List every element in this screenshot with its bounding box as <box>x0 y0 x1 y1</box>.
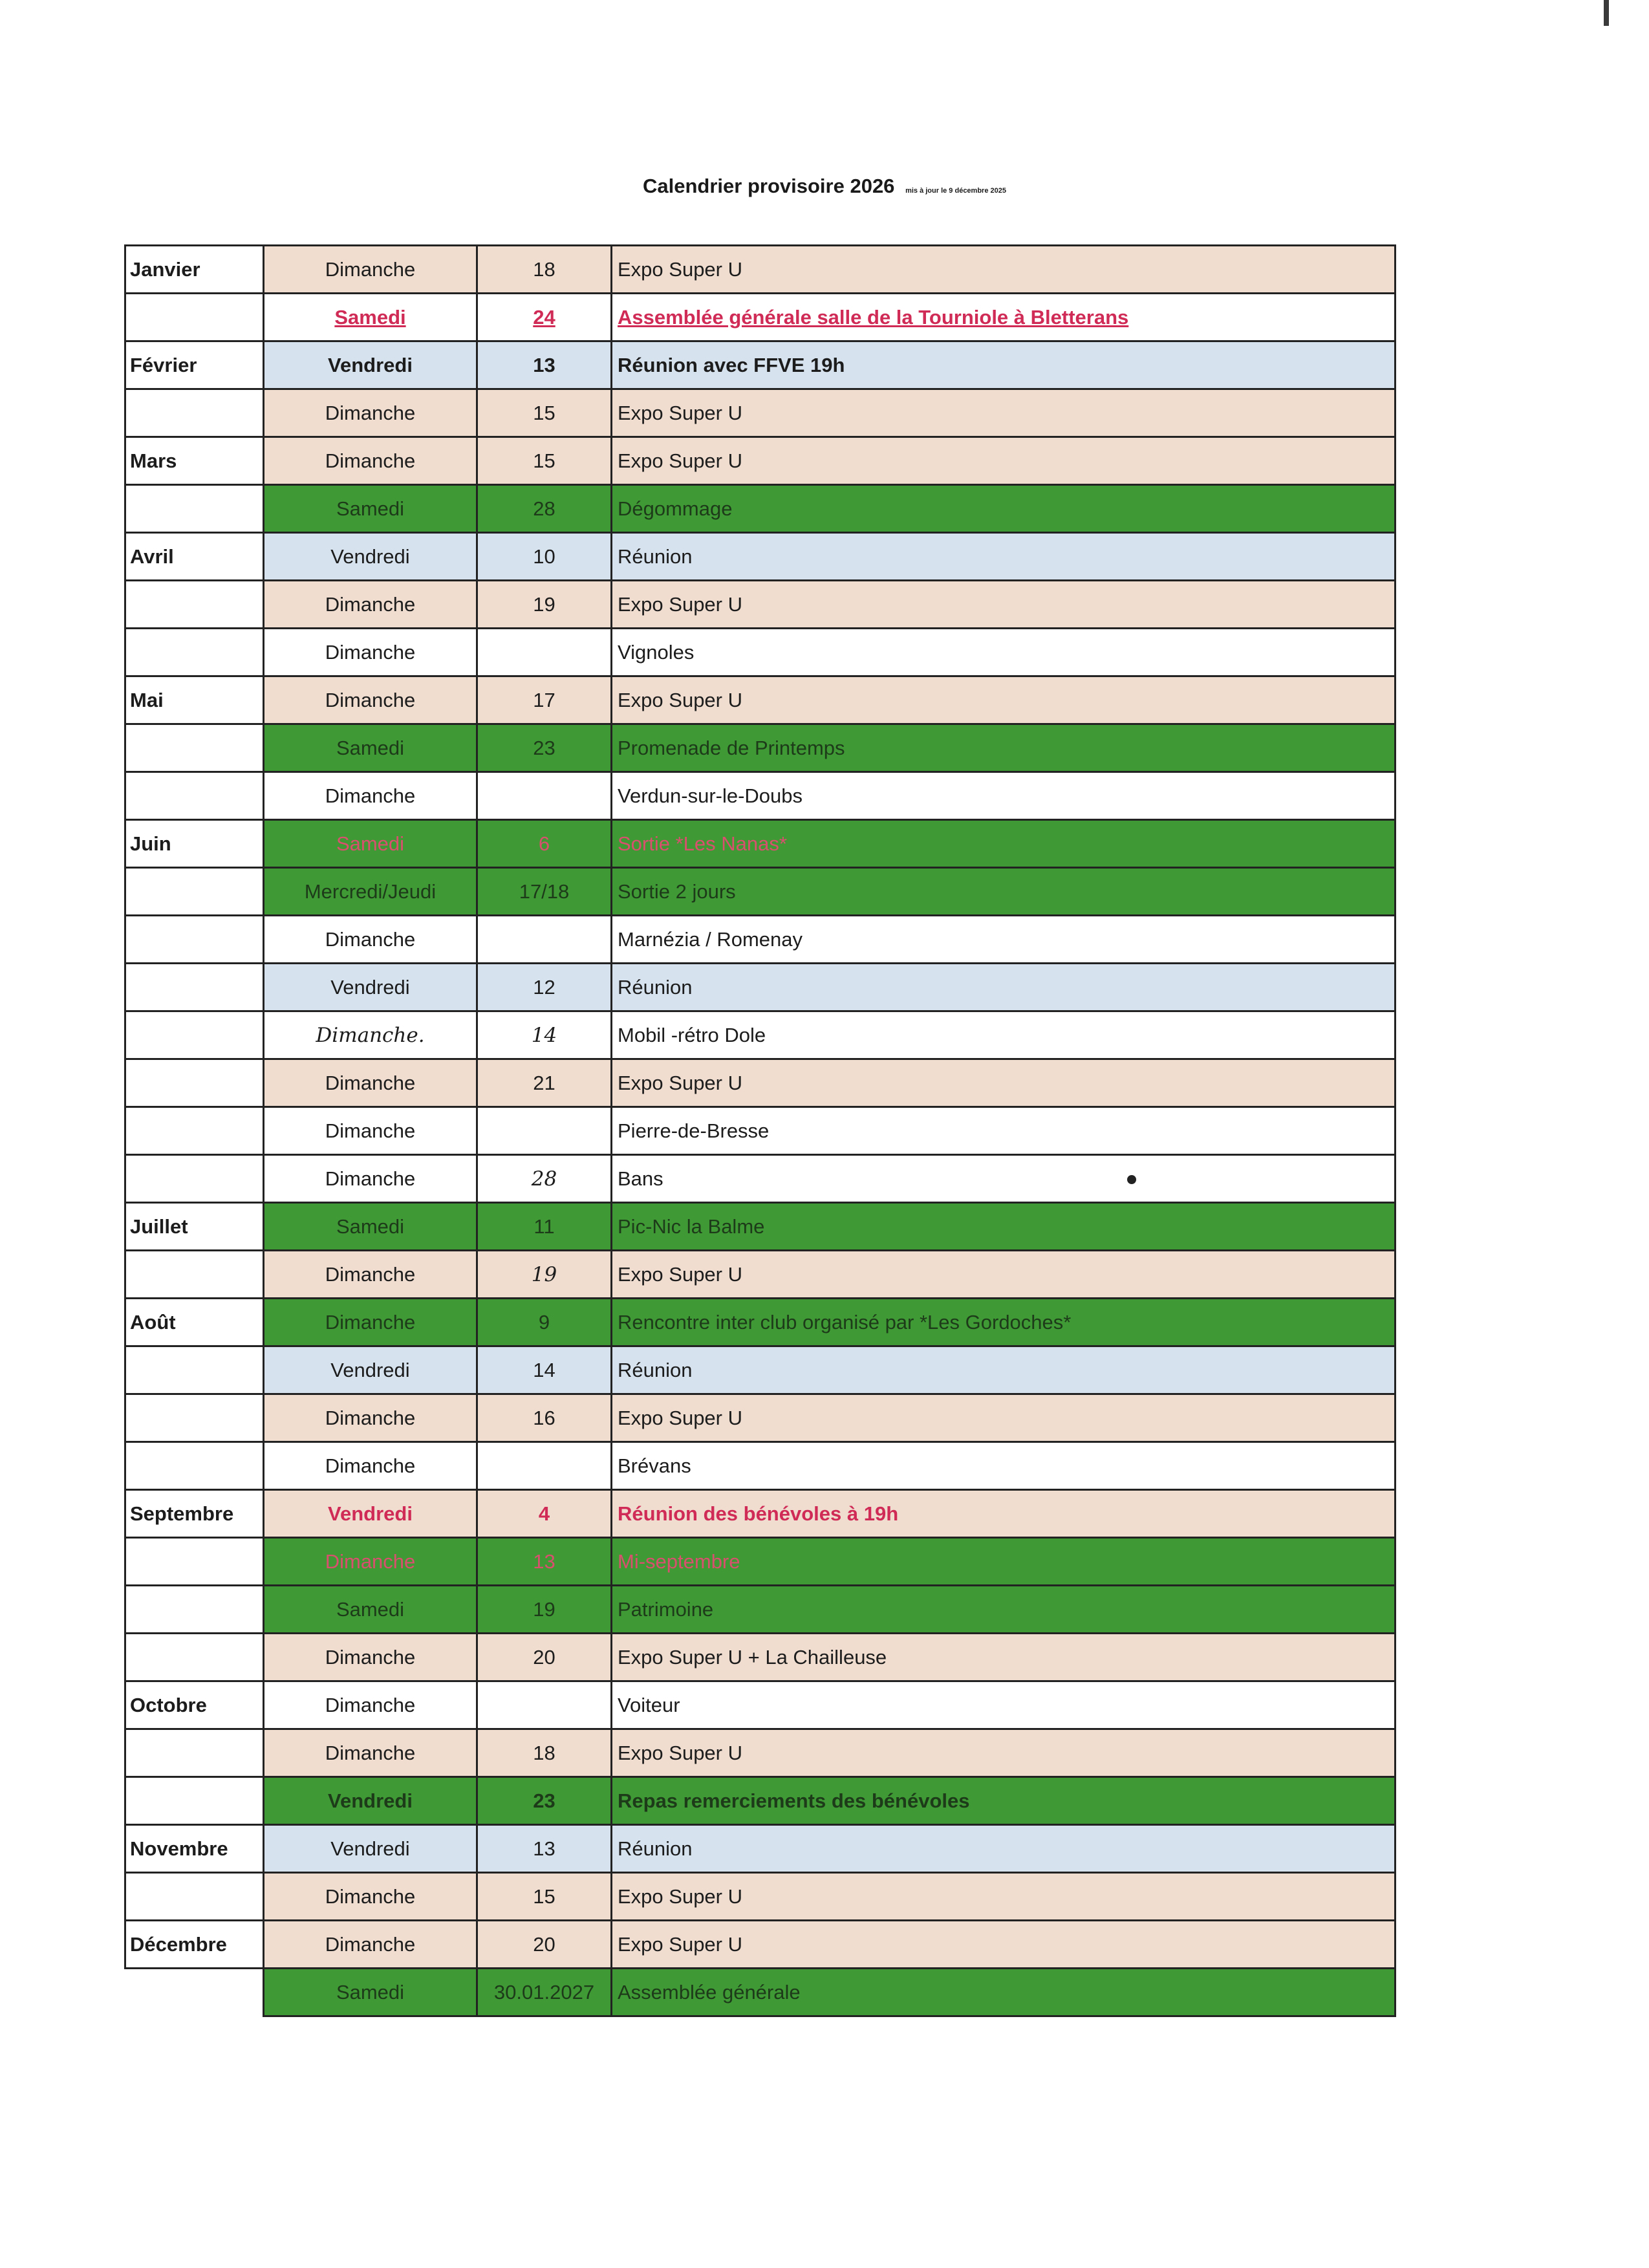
calendar-row <box>125 1203 1396 1251</box>
event-cell: Réunion avec FFVE 19h <box>612 341 1396 389</box>
date-cell: 13 <box>477 1825 612 1873</box>
event-cell: Expo Super U <box>612 437 1396 485</box>
day-cell: Dimanche <box>264 1442 477 1490</box>
day-cell: Samedi <box>264 294 477 341</box>
date-cell: 14 <box>477 1011 612 1059</box>
date-cell: 18 <box>477 246 612 294</box>
month-cell: Janvier <box>125 246 264 294</box>
day-cell: Samedi <box>264 1969 477 2016</box>
calendar-row <box>125 1251 1396 1299</box>
date-cell: 16 <box>477 1394 612 1442</box>
calendar-row <box>125 1729 1396 1777</box>
event-cell: Rencontre inter club organisé par *Les Gordoches* <box>612 1299 1396 1346</box>
date-cell: 21 <box>477 1059 612 1107</box>
calendar-row <box>125 341 1396 389</box>
event-cell: Mobil -rétro Dole <box>612 1011 1396 1059</box>
calendar-row <box>125 1442 1396 1490</box>
date-cell: 15 <box>477 389 612 437</box>
page-edge-mark <box>1604 0 1609 26</box>
calendar-row <box>125 1011 1396 1059</box>
month-cell <box>125 581 264 629</box>
page-title <box>0 175 1649 198</box>
date-cell: 15 <box>477 437 612 485</box>
calendar-row <box>125 1107 1396 1155</box>
month-cell: Novembre <box>125 1825 264 1873</box>
day-cell: Dimanche <box>264 581 477 629</box>
month-cell <box>125 629 264 676</box>
calendar-row <box>125 1969 1396 2016</box>
calendar-row <box>125 724 1396 772</box>
day-cell: Dimanche <box>264 1394 477 1442</box>
calendar-row <box>125 1634 1396 1681</box>
day-cell: Dimanche <box>264 916 477 964</box>
month-cell <box>125 1394 264 1442</box>
event-cell: Promenade de Printemps <box>612 724 1396 772</box>
date-cell: 20 <box>477 1921 612 1969</box>
day-cell: Dimanche <box>264 772 477 820</box>
day-cell: Samedi <box>264 820 477 868</box>
day-cell: Samedi <box>264 485 477 533</box>
day-cell: Dimanche <box>264 437 477 485</box>
event-cell: Réunion <box>612 964 1396 1011</box>
calendar-row <box>125 1681 1396 1729</box>
day-cell: Vendredi <box>264 533 477 581</box>
calendar-row <box>125 1059 1396 1107</box>
calendar-row <box>125 294 1396 341</box>
date-cell: 13 <box>477 341 612 389</box>
calendar-row <box>125 868 1396 916</box>
day-cell: Vendredi <box>264 1825 477 1873</box>
day-cell: Mercredi/Jeudi <box>264 868 477 916</box>
date-cell: 17 <box>477 676 612 724</box>
calendar-body <box>125 246 1396 2016</box>
calendar-row <box>125 1155 1396 1203</box>
month-cell <box>125 1059 264 1107</box>
month-cell <box>125 1634 264 1681</box>
event-cell: Mi-septembre <box>612 1538 1396 1586</box>
calendar-row <box>125 1490 1396 1538</box>
event-cell: Marnézia / Romenay <box>612 916 1396 964</box>
day-cell: Dimanche <box>264 1538 477 1586</box>
month-cell: Octobre <box>125 1681 264 1729</box>
date-cell <box>477 629 612 676</box>
month-cell <box>125 1969 264 2016</box>
event-cell: Patrimoine <box>612 1586 1396 1634</box>
month-cell <box>125 868 264 916</box>
event-cell: Expo Super U <box>612 676 1396 724</box>
month-cell <box>125 1155 264 1203</box>
day-cell: Dimanche <box>264 1681 477 1729</box>
month-cell: Février <box>125 341 264 389</box>
date-cell <box>477 1681 612 1729</box>
date-cell: 10 <box>477 533 612 581</box>
event-cell: Voiteur <box>612 1681 1396 1729</box>
calendar-row <box>125 1825 1396 1873</box>
calendar-row <box>125 1921 1396 1969</box>
date-cell: 19 <box>477 581 612 629</box>
calendar-row <box>125 1394 1396 1442</box>
month-cell <box>125 964 264 1011</box>
event-cell: Repas remerciements des bénévoles <box>612 1777 1396 1825</box>
day-cell: Dimanche <box>264 1299 477 1346</box>
date-cell: 20 <box>477 1634 612 1681</box>
month-cell <box>125 1011 264 1059</box>
date-cell: 18 <box>477 1729 612 1777</box>
month-cell <box>125 1777 264 1825</box>
month-cell: Août <box>125 1299 264 1346</box>
event-cell: Verdun-sur-le-Doubs <box>612 772 1396 820</box>
date-cell: 13 <box>477 1538 612 1586</box>
date-cell: 23 <box>477 1777 612 1825</box>
date-cell: 28 <box>477 485 612 533</box>
event-cell: Expo Super U + La Chailleuse <box>612 1634 1396 1681</box>
date-cell: 28 <box>477 1155 612 1203</box>
event-cell: Expo Super U <box>612 1921 1396 1969</box>
month-cell <box>125 724 264 772</box>
calendar-row <box>125 820 1396 868</box>
date-cell: 4 <box>477 1490 612 1538</box>
month-cell <box>125 389 264 437</box>
month-cell <box>125 772 264 820</box>
month-cell: Mars <box>125 437 264 485</box>
month-cell: Décembre <box>125 1921 264 1969</box>
day-cell: Vendredi <box>264 341 477 389</box>
month-cell: Juillet <box>125 1203 264 1251</box>
event-cell: Pic-Nic la Balme <box>612 1203 1396 1251</box>
calendar-row <box>125 389 1396 437</box>
day-cell: Dimanche <box>264 1921 477 1969</box>
month-cell <box>125 916 264 964</box>
month-cell <box>125 1538 264 1586</box>
date-cell: 15 <box>477 1873 612 1921</box>
calendar-row <box>125 964 1396 1011</box>
month-cell: Septembre <box>125 1490 264 1538</box>
month-cell <box>125 485 264 533</box>
day-cell: Vendredi <box>264 1490 477 1538</box>
day-cell: Dimanche <box>264 246 477 294</box>
event-cell: Réunion des bénévoles à 19h <box>612 1490 1396 1538</box>
event-cell: Expo Super U <box>612 246 1396 294</box>
date-cell: 17/18 <box>477 868 612 916</box>
day-cell: Dimanche <box>264 1729 477 1777</box>
month-cell <box>125 1729 264 1777</box>
day-cell: Dimanche <box>264 1107 477 1155</box>
event-cell: Expo Super U <box>612 581 1396 629</box>
date-cell: 24 <box>477 294 612 341</box>
month-cell <box>125 1873 264 1921</box>
calendar-row <box>125 485 1396 533</box>
calendar-row <box>125 676 1396 724</box>
ink-dot <box>1127 1175 1136 1184</box>
title-subtitle: mis à jour le 9 décembre 2025 <box>905 187 1006 195</box>
event-cell: Bans <box>612 1155 1396 1203</box>
date-cell <box>477 916 612 964</box>
date-cell: 14 <box>477 1346 612 1394</box>
day-cell: Samedi <box>264 1203 477 1251</box>
calendar-row <box>125 533 1396 581</box>
date-cell: 12 <box>477 964 612 1011</box>
event-cell: Vignoles <box>612 629 1396 676</box>
calendar-row <box>125 1299 1396 1346</box>
event-cell: Expo Super U <box>612 1394 1396 1442</box>
day-cell: Vendredi <box>264 1777 477 1825</box>
calendar-row <box>125 1538 1396 1586</box>
event-cell: Assemblée générale <box>612 1969 1396 2016</box>
event-cell: Expo Super U <box>612 389 1396 437</box>
day-cell: Dimanche <box>264 1634 477 1681</box>
month-cell: Mai <box>125 676 264 724</box>
day-cell: Dimanche <box>264 1155 477 1203</box>
date-cell <box>477 772 612 820</box>
day-cell: Dimanche. <box>264 1011 477 1059</box>
date-cell: 9 <box>477 1299 612 1346</box>
date-cell: 6 <box>477 820 612 868</box>
event-cell: Expo Super U <box>612 1873 1396 1921</box>
month-cell: Avril <box>125 533 264 581</box>
event-cell: Brévans <box>612 1442 1396 1490</box>
month-cell <box>125 294 264 341</box>
calendar-row <box>125 1873 1396 1921</box>
event-cell: Pierre-de-Bresse <box>612 1107 1396 1155</box>
calendar-row <box>125 916 1396 964</box>
month-cell <box>125 1586 264 1634</box>
title-text: Calendrier provisoire 2026 <box>643 175 895 197</box>
event-cell: Réunion <box>612 1346 1396 1394</box>
calendar-row <box>125 629 1396 676</box>
date-cell: 11 <box>477 1203 612 1251</box>
event-cell: Expo Super U <box>612 1729 1396 1777</box>
event-cell: Expo Super U <box>612 1059 1396 1107</box>
date-cell: 23 <box>477 724 612 772</box>
calendar-row <box>125 437 1396 485</box>
event-cell: Assemblée générale salle de la Tourniole à Bletterans <box>612 294 1396 341</box>
day-cell: Dimanche <box>264 676 477 724</box>
event-cell: Sortie *Les Nanas* <box>612 820 1396 868</box>
day-cell: Dimanche <box>264 1873 477 1921</box>
day-cell: Samedi <box>264 1586 477 1634</box>
day-cell: Vendredi <box>264 1346 477 1394</box>
day-cell: Samedi <box>264 724 477 772</box>
day-cell: Dimanche <box>264 1251 477 1299</box>
calendar-row <box>125 246 1396 294</box>
event-cell: Réunion <box>612 533 1396 581</box>
event-cell: Dégommage <box>612 485 1396 533</box>
month-cell <box>125 1346 264 1394</box>
calendar-row <box>125 1346 1396 1394</box>
date-cell <box>477 1442 612 1490</box>
date-cell: 19 <box>477 1586 612 1634</box>
date-cell: 30.01.2027 <box>477 1969 612 2016</box>
month-cell <box>125 1442 264 1490</box>
day-cell: Dimanche <box>264 1059 477 1107</box>
calendar-row <box>125 1586 1396 1634</box>
date-cell: 19 <box>477 1251 612 1299</box>
calendar-row <box>125 772 1396 820</box>
calendar-row <box>125 581 1396 629</box>
event-cell: Expo Super U <box>612 1251 1396 1299</box>
date-cell <box>477 1107 612 1155</box>
calendar-table <box>124 244 1396 2017</box>
month-cell <box>125 1251 264 1299</box>
month-cell <box>125 1107 264 1155</box>
day-cell: Dimanche <box>264 389 477 437</box>
calendar-row <box>125 1777 1396 1825</box>
month-cell: Juin <box>125 820 264 868</box>
day-cell: Vendredi <box>264 964 477 1011</box>
day-cell: Dimanche <box>264 629 477 676</box>
event-cell: Réunion <box>612 1825 1396 1873</box>
event-cell: Sortie 2 jours <box>612 868 1396 916</box>
